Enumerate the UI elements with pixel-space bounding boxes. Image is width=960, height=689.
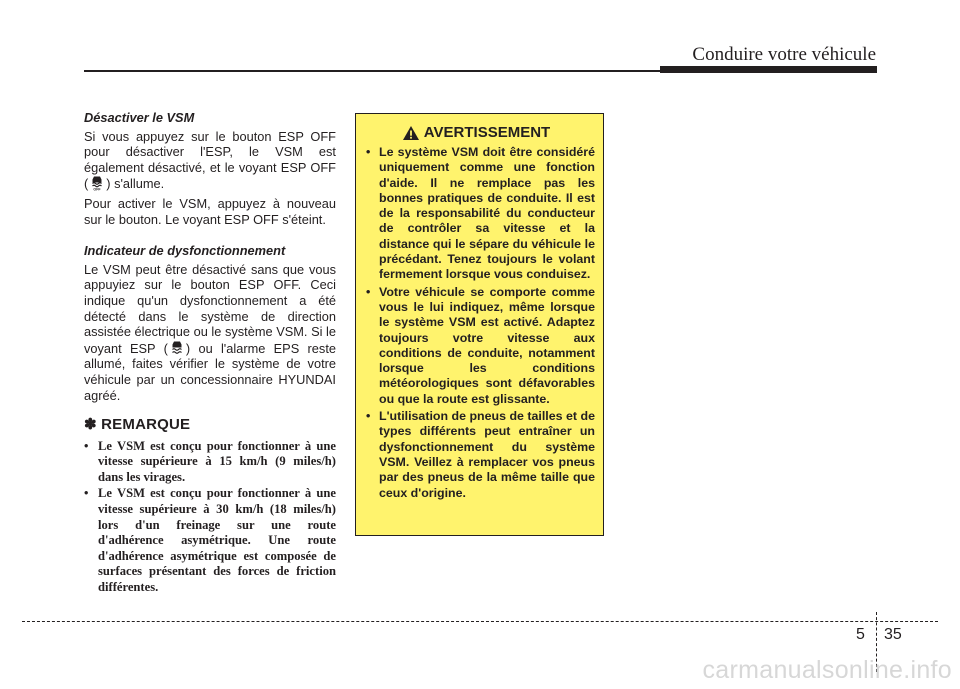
remark-item: • Le VSM est conçu pour fonctionner à une vitesse supérieure à 30 km/h (18 miles/h) lors d'un freinage sur une route d'adhérence asymétrique. Une route d'adhérence asymétrique est composée de surfaces présentant des forces de friction différentes. [84,486,336,595]
chapter-title: Conduire votre véhicule [692,44,876,65]
warning-title [365,124,595,141]
footer-rule [22,621,938,622]
paragraph-enable-vsm: Pour activer le VSM, appuyez à nouveau sur le bouton. Le voyant ESP OFF s'éteint. [84,195,336,227]
paragraph-text: Le VSM peut être désactivé sans que vous appuyiez sur le bouton ESP OFF. Ceci indique qu'un dysfonctionnement a été détecté dans le système de direction assistée électrique ou le système VSM. Si le voyant ESP ( [84,261,336,356]
page-number: 35 [884,626,902,643]
warning-item: • Votre véhicule se comporte comme vous le lui indiquez, même lorsque le système VSM est activé. Adaptez toujours votre vitesse aux conditions de conduite, notamment lorsque les conditions météorologiques sont défavorables ou que la route est glissante. [365,285,595,407]
esp-off-icon-label: OFF [93,187,101,192]
warning-item: • Le système VSM doit être considéré uniquement comme une fonction d'aide. Il ne remplace pas les bonnes pratiques de conduite. Il est de la responsabilité du conducteur de contrôler sa vitesse et la distance qui le sépare du véhicule le précédant. Tenez toujours le volant fermement lorsque vous conduisez. [365,145,595,283]
paragraph-disable-vsm [84,129,336,192]
remark-heading: ✽ REMARQUE [84,416,191,434]
remark-list [84,439,336,596]
warning-item: • L'utilisation de pneus de tailles et de types différents peut entraîner un dysfonctionnement du système VSM. Veillez à remplacer vos pneus par des pneus de la même taille que ceux d'origine. [365,409,595,501]
warning-triangle-icon [402,125,420,141]
paragraph-text: Si vous appuyez sur le bouton ESP OFF pour désactiver l'ESP, le VSM est également désactivé, et le voyant ESP OFF ( [84,128,336,192]
warning-title-text: AVERTISSEMENT [423,124,551,141]
watermark: carmanualsonline.info [702,656,952,684]
header-rule [84,70,660,72]
esp-indicator-icon [170,340,184,356]
paragraph-text: ) ou l'alarme EPS reste allumé, faites vérifier le système de votre véhicule par un concessionnaire HYUNDAI agréé. [84,340,336,403]
section-heading-malfunction: Indicateur de dysfonctionnement [84,243,286,259]
remark-item: • Le VSM est conçu pour fonctionner à une vitesse supérieure à 15 km/h (9 miles/h) dans les virages. [84,439,336,486]
left-column [84,110,336,597]
warning-list [365,145,595,501]
header-rule-accent [660,66,877,73]
paragraph-malfunction [84,262,336,403]
paragraph-text: ) s'allume. [106,176,165,192]
esp-off-icon [90,175,104,191]
warning-box [355,113,604,536]
section-heading-disable-vsm: Désactiver le VSM [84,110,195,125]
chapter-number: 5 [856,626,865,643]
